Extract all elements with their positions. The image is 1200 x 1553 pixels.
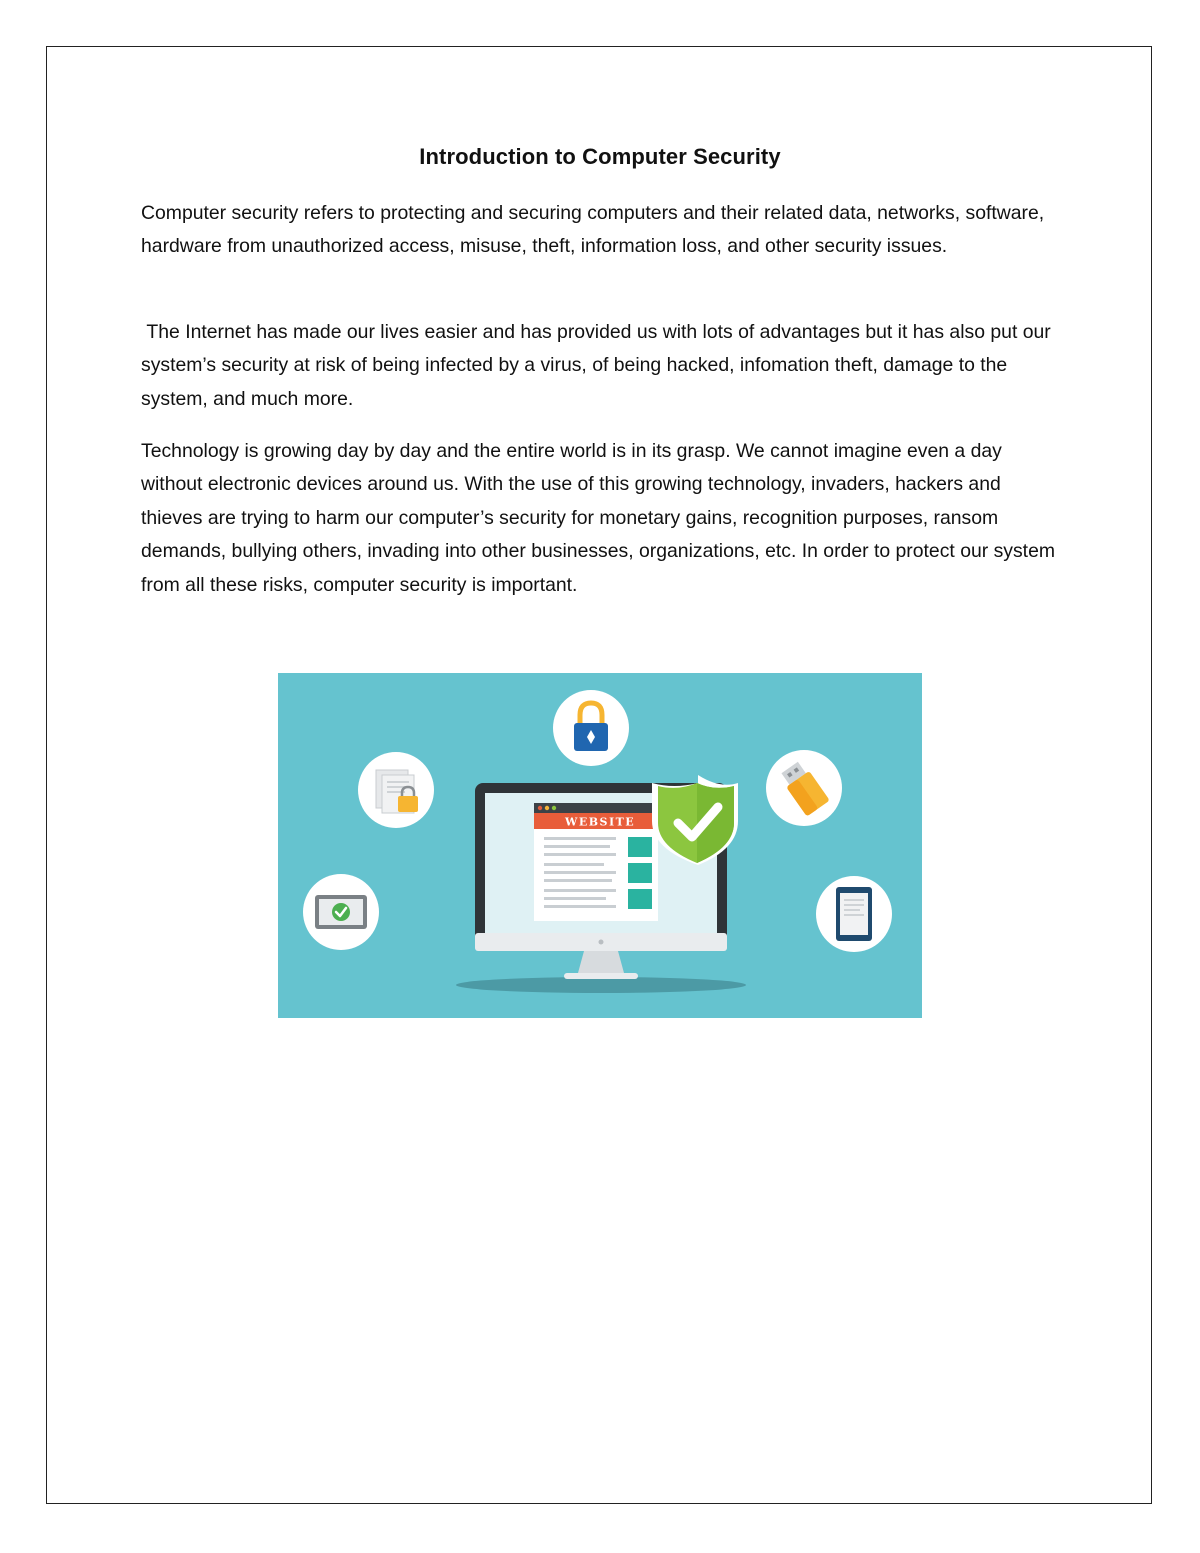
usb-drive-icon bbox=[766, 750, 842, 826]
monitor-shadow bbox=[456, 977, 746, 993]
computer-security-illustration bbox=[278, 673, 922, 1018]
page-title: Introduction to Computer Security bbox=[419, 144, 781, 169]
website-window bbox=[534, 803, 658, 921]
padlock-icon bbox=[553, 690, 629, 766]
paragraph-2: The Internet has made our lives easier and has provided us with lots of advantages but it has also put our system’s security at risk of being infected by a virus, of being hacked, infomation theft, damage to the system, and much more. bbox=[141, 321, 1051, 410]
tablet-icon bbox=[816, 876, 892, 952]
paragraph-3: Technology is growing day by day and the entire world is in its grasp. We cannot imagine even a day without electronic devices around us. With the use of this growing technology, invaders, hackers and thieves are trying to harm our computer’s security for monetary gains, recognition purposes, ransom demands, bullying others, invading into other businesses, organizations, etc. In order to protect our system from all these risks, computer security is important. bbox=[141, 440, 1056, 596]
laptop-check-icon bbox=[303, 874, 379, 950]
document-lock-icon bbox=[358, 752, 434, 828]
website-label: WEBSITE bbox=[565, 815, 636, 829]
paragraph-1: Computer security refers to protecting and securing computers and their related data, networks, software, hardware from unauthorized access, misuse, theft, information loss, and other security issues. bbox=[141, 202, 1045, 258]
